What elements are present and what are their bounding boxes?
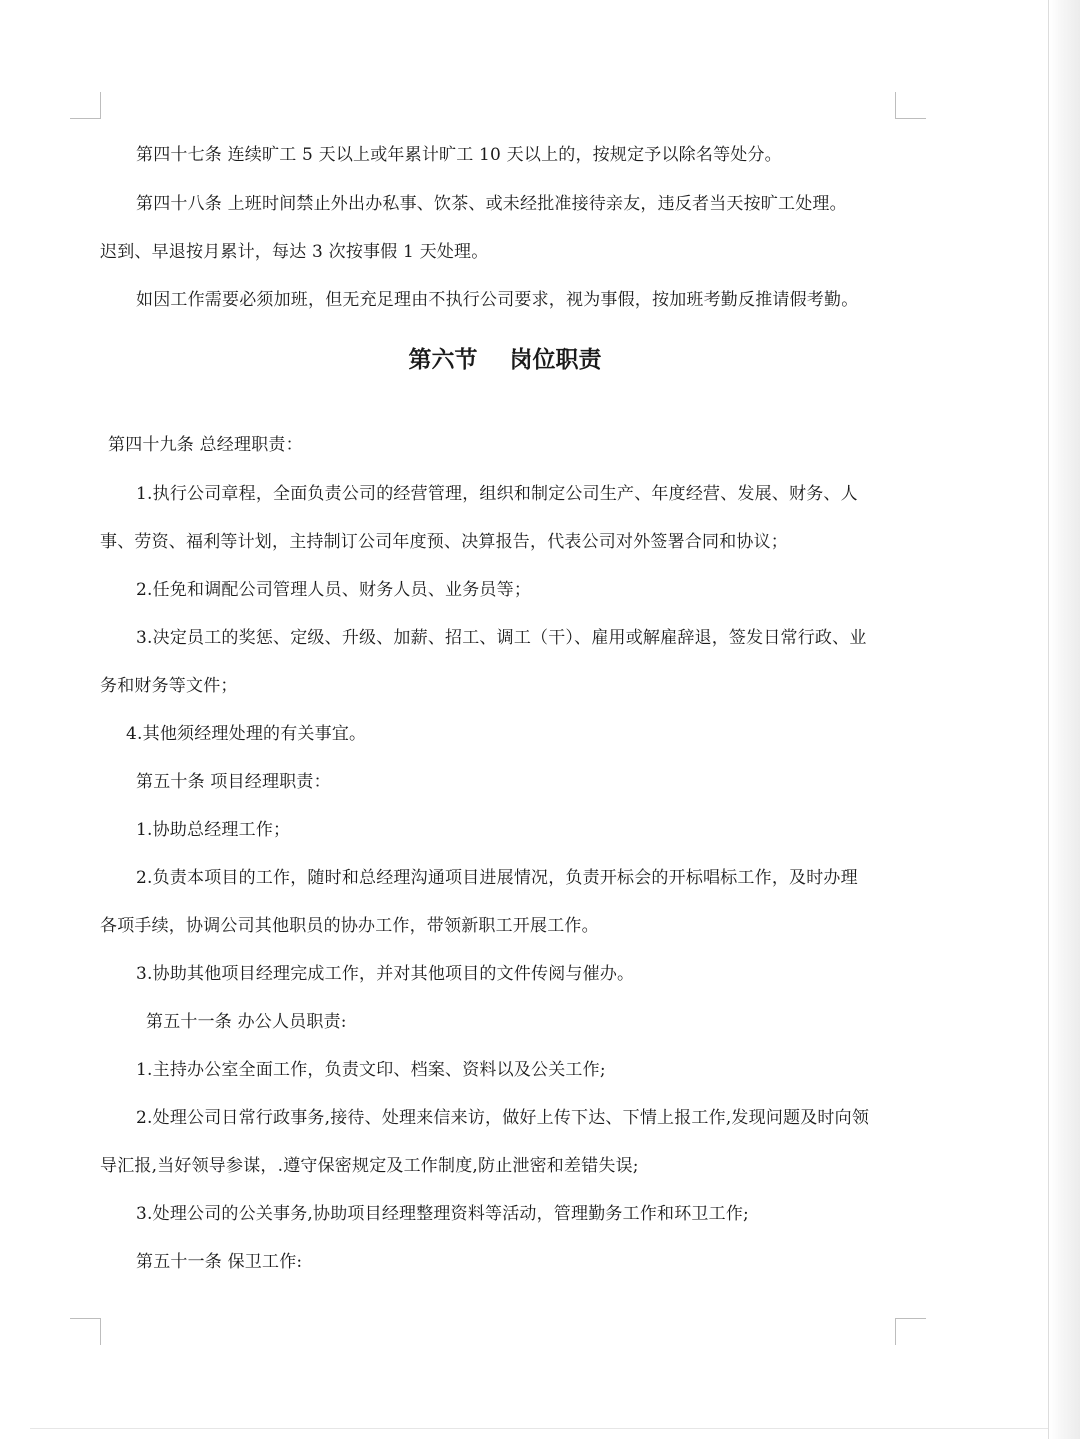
pm-duty-2: 2.负责本项目的工作，随时和总经理沟通项目进展情况，负责开标会的开标唱标工作，及时办理 <box>136 868 858 888</box>
article-51-title: 第五十一条 办公人员职责: <box>146 1012 347 1032</box>
overtime-paragraph: 如因工作需要必须加班，但无充足理由不执行公司要求，视为事假，按加班考勤反推请假考勤。 <box>136 290 859 310</box>
article-48-continuation: 迟到、早退按月累计，每达 3 次按事假 1 天处理。 <box>100 242 489 262</box>
security-article-title: 第五十一条 保卫工作: <box>136 1252 303 1272</box>
page-right-shadow <box>1050 0 1080 1439</box>
gm-duty-3: 3.决定员工的奖惩、定级、升级、加薪、招工、调工（干）、雇用或解雇辞退，签发日常行政、业 <box>136 628 867 648</box>
article-47-text: 第四十七条 连续旷工 5 天以上或年累计旷工 10 天以上的，按规定予以除名等处分。 <box>136 145 782 165</box>
office-duty-2-continuation: 导汇报,当好领导参谋，.遵守保密规定及工作制度,防止泄密和差错失误; <box>100 1156 639 1176</box>
gm-duty-2: 2.任免和调配公司管理人员、财务人员、业务员等； <box>136 580 532 600</box>
page-bottom-edge <box>30 1428 1048 1429</box>
article-48-text: 第四十八条 上班时间禁止外出办私事、饮茶、或未经批准接待亲友，违反者当天按旷工处理。 <box>136 194 847 214</box>
article-50-title: 第五十条 项目经理职责： <box>136 772 331 792</box>
margin-mark-bottom-left <box>70 1318 101 1345</box>
margin-mark-top-right <box>895 92 926 119</box>
section-heading: 第六节 岗位职责 <box>408 347 602 373</box>
gm-duty-1-continuation: 事、劳资、福利等计划，主持制订公司年度预、决算报告，代表公司对外签署合同和协议； <box>100 532 788 552</box>
pm-duty-3: 3.协助其他项目经理完成工作，并对其他项目的文件传阅与催办。 <box>136 964 635 984</box>
gm-duty-1: 1.执行公司章程，全面负责公司的经营管理，组织和制定公司生产、年度经营、发展、财务、人 <box>136 484 858 504</box>
office-duty-3: 3.处理公司的公关事务,协助项目经理整理资料等活动，管理勤务工作和环卫工作; <box>136 1204 749 1224</box>
pm-duty-1: 1.协助总经理工作； <box>136 820 291 840</box>
gm-duty-4: 4.其他须经理处理的有关事宜。 <box>126 724 367 744</box>
office-duty-2: 2.处理公司日常行政事务,接待、处理来信来访，做好上传下达、下情上报工作,发现问题及时向领 <box>136 1108 870 1128</box>
gm-duty-3-continuation: 务和财务等文件； <box>100 676 238 696</box>
margin-mark-top-left <box>70 92 101 119</box>
page-right-edge <box>1048 0 1049 1439</box>
pm-duty-2-continuation: 各项手续，协调公司其他职员的协办工作，带领新职工开展工作。 <box>100 916 599 936</box>
office-duty-1: 1.主持办公室全面工作，负责文印、档案、资料以及公关工作; <box>136 1060 606 1080</box>
article-49-title: 第四十九条 总经理职责： <box>108 435 303 455</box>
margin-mark-bottom-right <box>895 1318 926 1345</box>
